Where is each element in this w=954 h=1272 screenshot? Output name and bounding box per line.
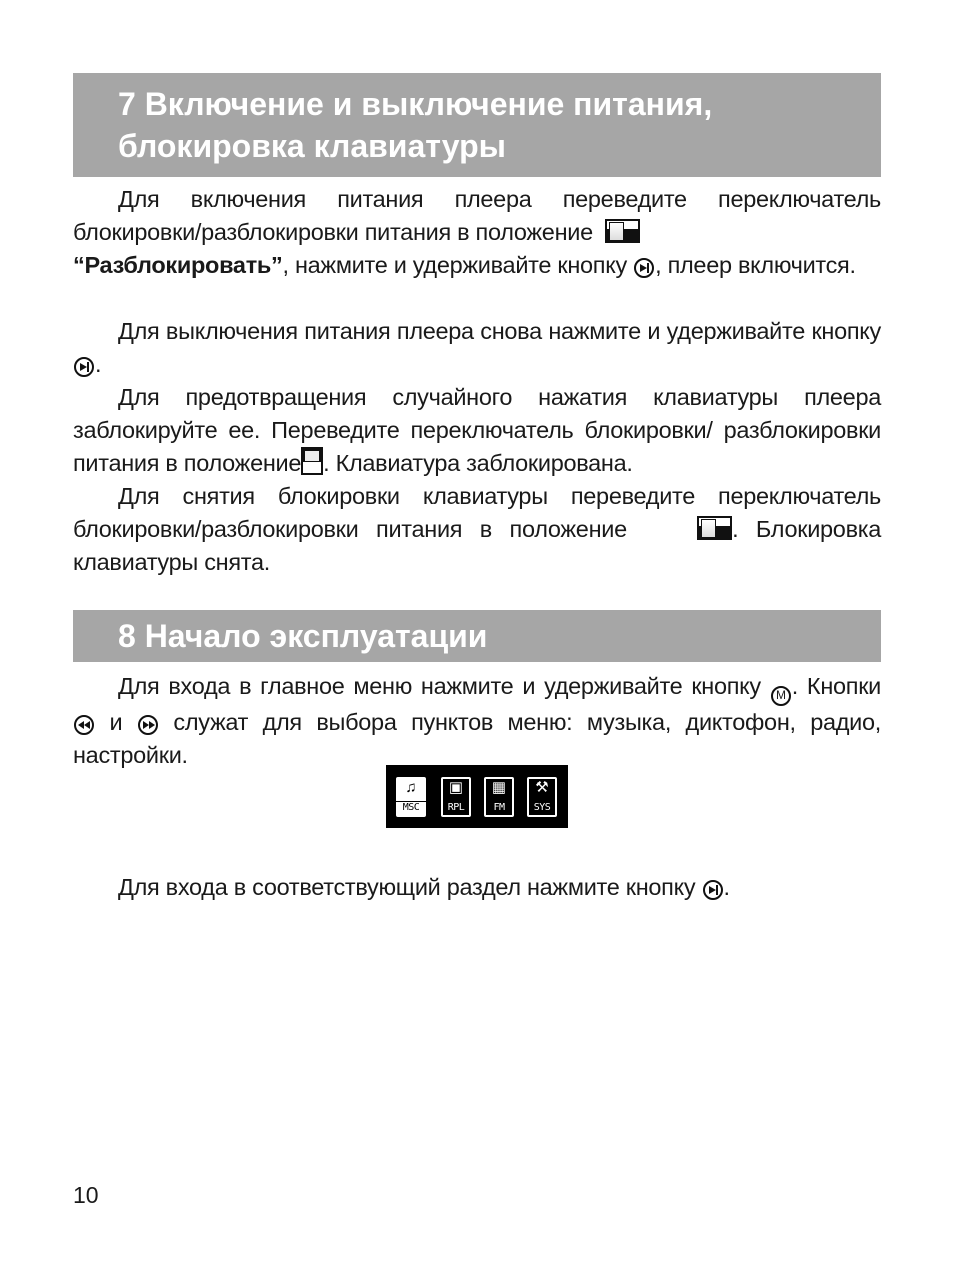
menu-item-sys	[527, 777, 557, 817]
section-7-header	[73, 73, 881, 177]
s7-p4-text-b: . Блокировка клавиатуры снята.	[73, 516, 882, 575]
section-8-paragraph-2	[73, 871, 881, 904]
radio-icon: ▦	[491, 779, 507, 796]
menu-item-rpl	[441, 777, 471, 817]
menu-item-label: RPL	[447, 802, 465, 813]
recorder-icon: ▣	[448, 779, 464, 796]
page-number: 10	[73, 1182, 99, 1208]
s7-p1-text: Для включения питания плеера переведите переключатель блокировки/разблокировки питания в положение	[73, 186, 881, 245]
s7-p1-text-c: , плеер включится.	[655, 252, 856, 278]
s8-p2-text: Для входа в соответствующий раздел нажмите кнопку	[118, 874, 696, 900]
menu-button-icon: M	[771, 686, 791, 706]
s7-p1-text-b: , нажмите и удерживайте кнопку	[282, 252, 627, 278]
section-7-title-line2: блокировка клавиатуры	[118, 128, 506, 164]
s7-p4-text: Для снятия блокировки клавиатуры переведите переключатель блокировки/разблокировки питания в положение	[73, 483, 881, 542]
s8-p2-text-b: .	[723, 874, 730, 900]
main-menu-screen	[386, 765, 568, 828]
tools-icon: ⚒	[535, 779, 549, 796]
s8-p1-text-d: служат для выбора пунктов меню: музыка, диктофон, радио, настройки.	[73, 709, 882, 768]
play-pause-button-icon	[74, 357, 94, 377]
previous-button-icon	[74, 715, 94, 735]
s8-p1-text-c: и	[109, 709, 123, 735]
section-8-title: 8 Начало эксплуатации	[118, 618, 488, 654]
unlock-switch-icon	[697, 516, 732, 540]
menu-item-fm	[484, 777, 514, 817]
menu-item-label: MSC	[396, 801, 426, 814]
section-8-paragraph-1	[73, 670, 881, 772]
section-7-paragraph-2	[73, 315, 881, 381]
section-7-paragraph-4	[73, 480, 881, 579]
menu-item-msc	[396, 777, 426, 817]
s8-p1-text: Для входа в главное меню нажмите и удерживайте кнопку	[118, 673, 761, 699]
section-7-paragraph-3	[73, 381, 881, 480]
s8-p1-text-b: . Кнопки	[791, 673, 881, 699]
play-pause-button-icon	[703, 880, 723, 900]
unlock-switch-icon	[605, 219, 640, 243]
menu-item-label: FM	[493, 802, 505, 813]
section-7-paragraph-1	[73, 183, 881, 282]
menu-item-label: SYS	[533, 802, 551, 813]
section-8-header	[73, 610, 881, 662]
lock-switch-icon	[301, 447, 323, 475]
s7-p1-bold: “Разблокировать”	[73, 252, 283, 278]
section-7-title-line1: 7 Включение и выключение питания,	[118, 86, 713, 122]
play-pause-button-icon	[634, 258, 654, 278]
s7-p3-text: Для предотвращения случайного нажатия клавиатуры плеера заблокируйте ее. Переведите переключатель блокировки/ разблокировки питания в положение	[73, 384, 881, 476]
s7-p2-text-b: .	[95, 351, 102, 377]
music-note-icon: ♫	[405, 779, 417, 796]
next-button-icon	[138, 715, 158, 735]
s7-p2-text: Для выключения питания плеера снова нажмите и удерживайте кнопку	[118, 318, 881, 344]
s7-p3-text-b: . Клавиатура заблокирована.	[323, 450, 633, 476]
